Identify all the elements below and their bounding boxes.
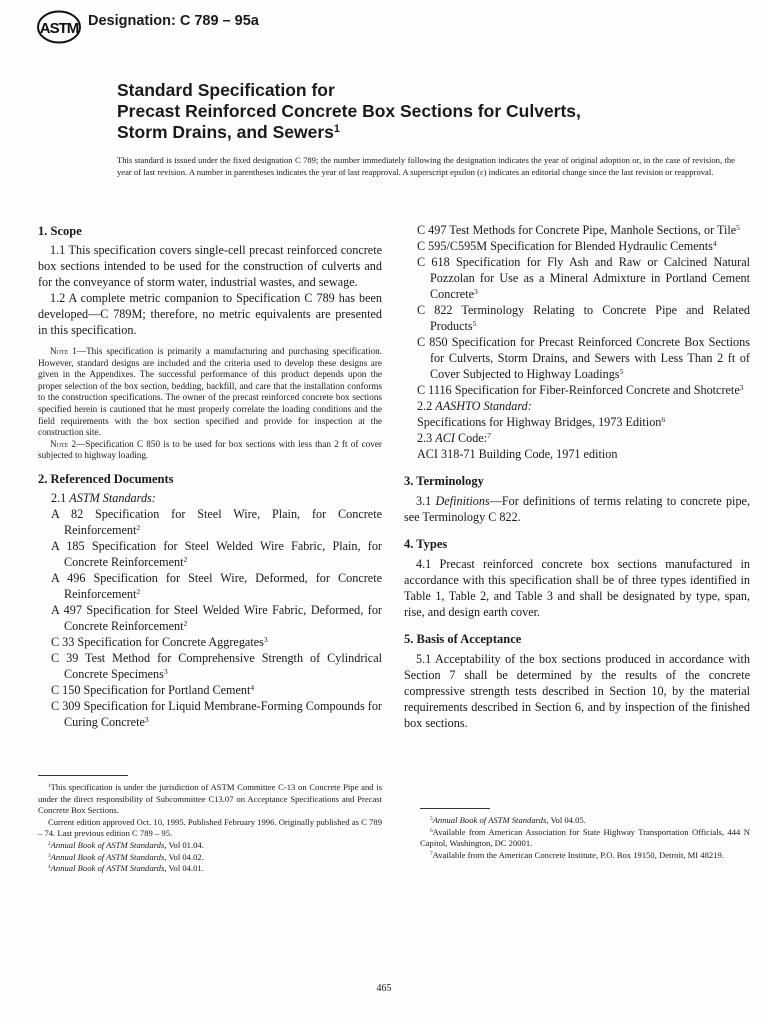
designation: Designation: C 789 – 95a xyxy=(88,13,259,29)
subsection-2-2: 2.2 AASHTO Standard: xyxy=(417,399,532,413)
ref-item: A 185 Specification for Steel Welded Wire Fabric, Plain, for Concrete Reinforcement$^2$ xyxy=(51,538,382,569)
para-4-1: 4.1 Precast reinforced concrete box sections manufactured in accordance with this specification shall be of three types identified in Table 1, Table 2, and Table 3 and shall be designated by type, span, rise, and design earth cover. xyxy=(404,557,750,619)
para-1-1: 1.1 This specification covers single-cell precast reinforced concrete box sections intended to be used for the construction of culverts and for the conveyance of storm water, industrial wastes, and sewage. xyxy=(38,243,382,289)
page-number: 465 xyxy=(376,983,392,994)
footnote-1b: Current edition approved Oct. 10, 1995. Published February 1996. Originally published as C 789 – 74. Last previous edition C 789 – 95. xyxy=(38,816,382,839)
footnotes-left xyxy=(38,782,382,875)
document-title xyxy=(117,80,737,143)
footnote-1: $^1$This specification is under the jurisdiction of ASTM Committee C-13 on Concrete Pipe and is under the direct responsibility of Subcommittee C13.07 on Acceptance Specifications and Precast Concrete Box Sections. xyxy=(38,782,382,816)
aashto-item: Specifications for Highway Bridges, 1973 Edition$^6$ xyxy=(417,414,666,429)
para-5-1: 5.1 Acceptability of the box sections produced in accordance with Section 7 shall be determined by the results of the concrete compressive strength tests described in Section 10, by the material requirements described in Section 6, and by inspection of the finished box sections. xyxy=(404,652,750,730)
section-2-heading: 2. Referenced Documents xyxy=(38,471,174,486)
svg-text:ASTM: ASTM xyxy=(39,20,79,37)
footnote-divider-right xyxy=(420,808,490,809)
ref-item: C 497 Test Methods for Concrete Pipe, Manhole Sections, or Tile$^5$ xyxy=(417,222,740,237)
footnote-divider-left xyxy=(38,775,128,776)
ref-item: C 33 Specification for Concrete Aggregates$^3$ xyxy=(51,634,268,649)
ref-item: C 150 Specification for Portland Cement$^4$ xyxy=(51,682,255,697)
footnote-7: $^7$Available from the American Concrete Institute, P.O. Box 19150, Detroit, MI 48219. xyxy=(430,849,724,860)
subsection-2-1: 2.1 ASTM Standards: xyxy=(51,490,156,505)
ref-item: A 497 Specification for Steel Welded Wire Fabric, Deformed, for Concrete Reinforcement$^2$ xyxy=(51,602,382,633)
ref-item: C 822 Terminology Relating to Concrete Pipe and Related Products$^5$ xyxy=(417,303,750,333)
ref-item: C 39 Test Method for Comprehensive Strength of Cylindrical Concrete Specimens$^3$ xyxy=(51,650,382,681)
ref-item: A 82 Specification for Steel Wire, Plain, for Concrete Reinforcement$^2$ xyxy=(51,506,382,537)
astm-logo-icon xyxy=(36,10,82,44)
ref-item: A 496 Specification for Steel Wire, Deformed, for Concrete Reinforcement$^2$ xyxy=(51,570,382,601)
title-line-3: Storm Drains, and Sewers$^1$ xyxy=(117,122,340,142)
note-2: Note 2—Specification C 850 is to be used for box sections with less than 2 ft of cover subjected to highway loading. xyxy=(38,438,382,461)
aci-item: ACI 318-71 Building Code, 1971 edition xyxy=(417,447,618,461)
section-4-heading: 4. Types xyxy=(404,537,448,551)
ref-item: C 309 Specification for Liquid Membrane-Forming Compounds for Curing Concrete$^3$ xyxy=(51,698,382,729)
footnote-3: $^3$Annual Book of ASTM Standards, Vol 04.02. xyxy=(48,851,204,862)
section-3-heading: 3. Terminology xyxy=(404,474,484,488)
title-line-1: Standard Specification for xyxy=(117,80,335,100)
subsection-2-3: 2.3 ACI Code:$^7$ xyxy=(417,430,491,445)
section-5-heading: 5. Basis of Acceptance xyxy=(404,632,522,646)
para-3-1: 3.1 Definitions—For definitions of terms relating to concrete pipe, see Terminology C 822. xyxy=(404,494,750,524)
footnote-2: $^2$Annual Book of ASTM Standards, Vol 01.04. xyxy=(48,839,204,850)
para-1-2: 1.2 A complete metric companion to Specification C 789 has been developed—C 789M; therefore, no metric equivalents are presented in this specification. xyxy=(38,291,382,337)
ref-item: C 850 Specification for Precast Reinforced Concrete Box Sections for Culverts, Storm Drains, and Sewers with Less Than 2 ft of Cover Subjected to Highway Loadings$^5$ xyxy=(417,335,750,381)
note-1: Note 1—This specification is primarily a manufacturing and purchasing specification. However, standard designs are included and the criteria used to develop these designs are given in the Appendixes. The successful performance of this product depends upon the proper selection of the box section, bedding, backfill, and care that the installation conforms to the construction specifications. The owner of the precast reinforced concrete box sections specified herein is cautioned that he must properly correlate the loading conditions and the field requirements with the box section specified and provide for inspection at the construction site. xyxy=(38,346,382,438)
ref-list-left xyxy=(38,506,382,730)
footnotes-right xyxy=(420,815,750,861)
ref-item: C 618 Specification for Fly Ash and Raw or Calcined Natural Pozzolan for Use as a Mineral Admixture in Portland Cement Concrete$^3$ xyxy=(417,255,750,301)
left-column xyxy=(38,218,382,730)
ref-item: C 1116 Specification for Fiber-Reinforced Concrete and Shotcrete$^3$ xyxy=(417,382,744,397)
footnote-6: $^6$Available from American Association for State Highway Transportation Officials, 444 N Capitol, Washington, DC 20001. xyxy=(420,826,750,849)
issued-note: This standard is issued under the fixed designation C 789; the number immediately following the designation indicates the year of original adoption or, in the case of revision, the year of last revision. A number in parentheses indicates the year of last reapproval. A superscript epsilon (ε) indicates an editorial change since the last revision or reapproval. xyxy=(117,155,735,177)
ref-list-right xyxy=(404,222,750,398)
section-1-heading: 1. Scope xyxy=(38,224,82,238)
ref-item: C 595/C595M Specification for Blended Hydraulic Cements$^4$ xyxy=(417,238,717,253)
title-footnote-mark: 1 xyxy=(333,123,340,136)
title-line-2: Precast Reinforced Concrete Box Sections for Culverts, xyxy=(117,101,581,121)
right-column xyxy=(404,222,750,731)
footnote-5: $^5$Annual Book of ASTM Standards, Vol 04.05. xyxy=(430,815,586,825)
footnote-4: $^4$Annual Book of ASTM Standards, Vol 04.01. xyxy=(48,863,204,874)
